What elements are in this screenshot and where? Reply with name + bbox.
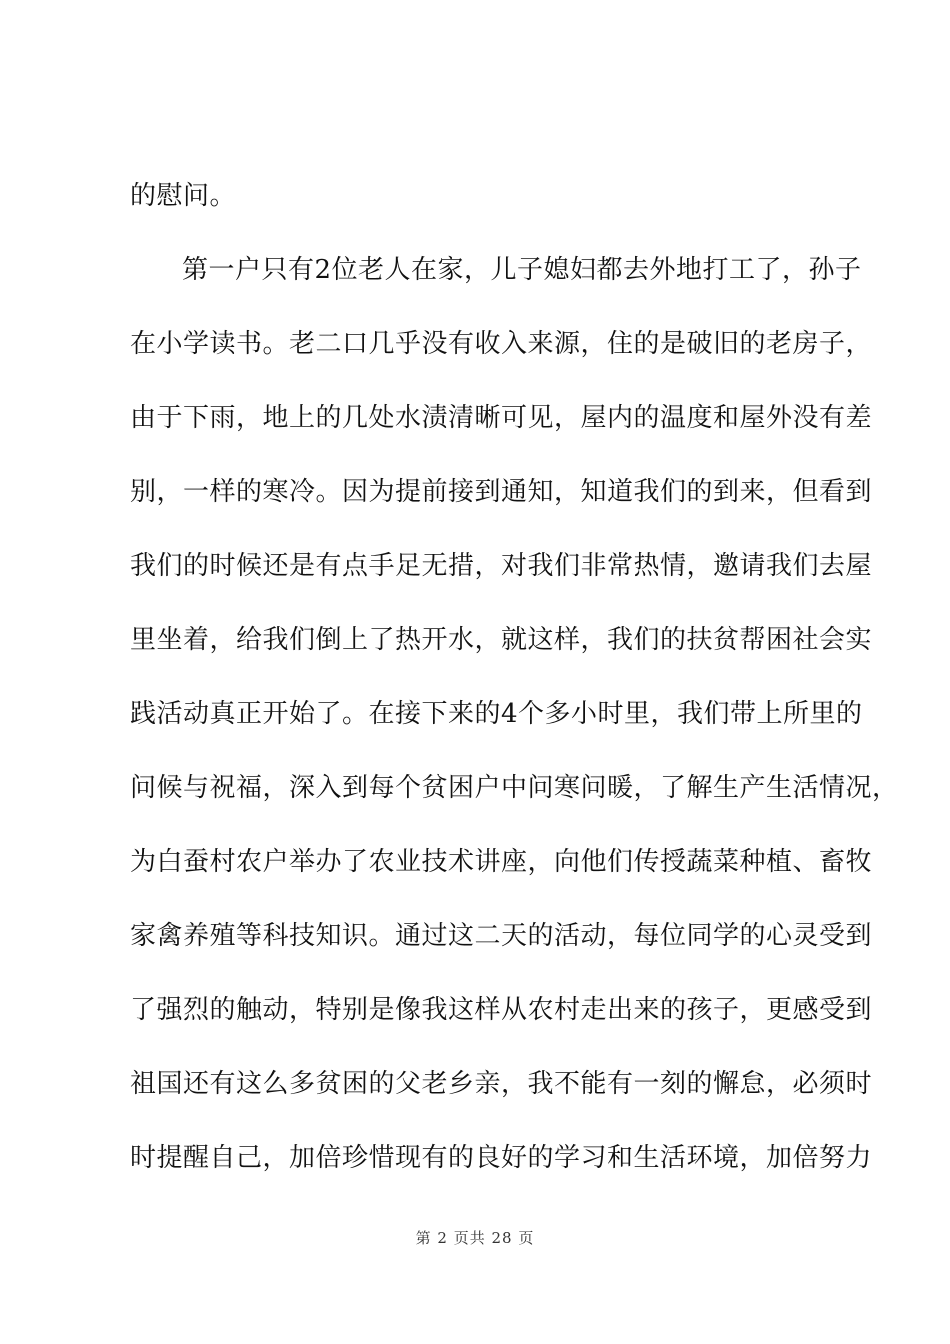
text-line-7: 里坐着，给我们倒上了热开水，就这样，我们的扶贫帮困社会实	[130, 625, 873, 655]
text-line-3: 在小学读书。老二口几乎没有收入来源，住的是破旧的老房子，	[130, 329, 873, 359]
text-line-1: 的慰问。	[130, 181, 237, 211]
text-line-11: 家禽养殖等科技知识。通过这二天的活动，每位同学的心灵受到	[130, 921, 873, 951]
text-line-10: 为白蚕村农户举办了农业技术讲座，向他们传授蔬菜种植、畜牧	[130, 847, 873, 877]
text-line-9: 问候与祝福，深入到每个贫困户中问寒问暖，了解生产生活情况，	[130, 773, 899, 803]
text-line-2: 第一户只有2位老人在家，儿子媳妇都去外地打工了，孙子	[182, 255, 862, 285]
page-number-footer: 第 2 页共 28 页	[415, 1229, 535, 1247]
text-line-12: 了强烈的触动，特别是像我这样从农村走出来的孩子，更感受到	[130, 995, 873, 1025]
text-line-6: 我们的时候还是有点手足无措，对我们非常热情，邀请我们去屋	[130, 551, 873, 581]
text-line-8: 践活动真正开始了。在接下来的4个多小时里，我们带上所里的	[130, 699, 863, 729]
text-line-4: 由于下雨，地上的几处水渍清晰可见，屋内的温度和屋外没有差	[130, 403, 873, 433]
text-line-14: 时提醒自己，加倍珍惜现有的良好的学习和生活环境，加倍努力	[130, 1143, 873, 1173]
text-line-13: 祖国还有这么多贫困的父老乡亲，我不能有一刻的懈怠，必须时	[130, 1069, 873, 1099]
text-line-5: 别，一样的寒冷。因为提前接到通知，知道我们的到来，但看到	[130, 477, 873, 507]
